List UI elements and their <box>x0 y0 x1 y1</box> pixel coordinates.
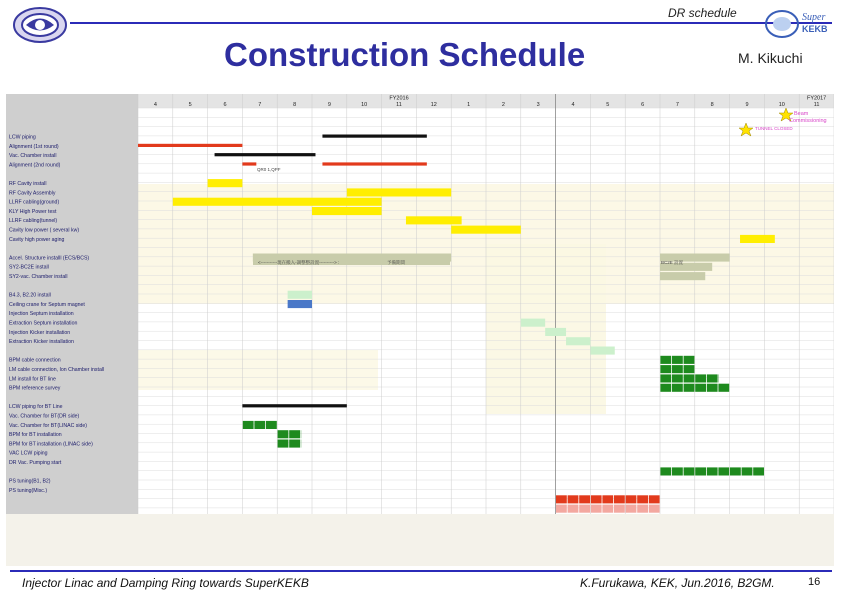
slide-header-tag: DR schedule <box>668 6 737 20</box>
task-label: Alignment (1st round) <box>9 143 59 150</box>
task-label: Vac. Chamber for BT(LINAC side) <box>9 422 88 429</box>
schedule-block-bar <box>545 328 566 336</box>
schedule-cell <box>672 467 683 475</box>
qr-note: QR0 1,QPF <box>257 167 281 172</box>
schedule-cell <box>602 505 613 513</box>
schedule-block-bar <box>288 300 312 308</box>
month-label: 3 <box>536 102 540 108</box>
schedule-cell <box>684 356 695 364</box>
schedule-banner-b: 予備期間 <box>387 260 405 265</box>
schedule-cell <box>660 356 671 364</box>
schedule-cell <box>660 467 671 475</box>
page-number: 16 <box>808 576 821 588</box>
schedule-cell <box>672 384 683 392</box>
task-label: LM install for BT line <box>9 376 56 383</box>
schedule-cell <box>753 467 764 475</box>
task-label: LM cable connection, Ion Chamber install <box>9 367 105 373</box>
task-label: RF Cavity Assembly <box>9 190 56 197</box>
schedule-banner-a: <-----------現在搬入-調整整設置----------> : <box>258 260 340 265</box>
schedule-cell <box>626 505 637 513</box>
schedule-cell <box>707 374 718 382</box>
schedule-block-bar <box>173 198 382 206</box>
schedule-banner-c: BC2E 設置 <box>661 260 684 265</box>
schedule-block-bar <box>451 226 521 234</box>
schedule-cell <box>579 505 590 513</box>
schedule-block-bar <box>521 319 545 327</box>
schedule-cell <box>266 421 277 429</box>
schedule-line-bar <box>215 153 316 156</box>
schedule-cell <box>707 384 718 392</box>
task-label: LLRF cabling(tunnel) <box>9 218 58 225</box>
month-label: 12 <box>430 102 437 108</box>
grid-lines <box>138 94 834 514</box>
superkekb-logo-line1: Super <box>802 12 826 23</box>
task-label: PS tuning(Misc.) <box>9 487 48 494</box>
month-label: 8 <box>710 102 714 108</box>
task-label: Injection Kicker installation <box>9 329 71 336</box>
schedule-cell <box>591 495 602 503</box>
schedule-cell <box>614 505 625 513</box>
schedule-cell <box>289 430 300 438</box>
superkekb-logo <box>762 8 828 42</box>
month-label: 11 <box>813 102 820 108</box>
schedule-cell <box>243 421 254 429</box>
task-label: RF Cavity install <box>9 181 47 187</box>
schedule-block-bar <box>347 188 451 196</box>
task-label: Cavity low power ( several kw) <box>9 227 80 234</box>
fiscal-year-label: FY2017 <box>806 95 827 102</box>
month-label: 7 <box>258 102 262 108</box>
month-label: 8 <box>293 102 297 108</box>
tunnel-closed-label: TUNNEL CLOSED <box>755 126 793 131</box>
footer-rule <box>10 570 832 572</box>
schedule-cell <box>684 374 695 382</box>
month-label: 10 <box>361 102 368 108</box>
schedule-line-bar <box>242 162 256 165</box>
schedule-cell <box>718 384 729 392</box>
task-label: Vac. Chamber install <box>9 153 57 160</box>
month-label: 6 <box>641 102 645 108</box>
month-label: 4 <box>153 102 157 108</box>
schedule-cell <box>637 505 648 513</box>
schedule-cell <box>579 495 590 503</box>
schedule-cell <box>602 495 613 503</box>
schedule-cell <box>684 467 695 475</box>
task-label: BPM for BT installation <box>9 432 62 439</box>
kek-logo <box>12 6 68 44</box>
schedule-block-bar <box>660 272 705 280</box>
task-label: LCW piping <box>9 134 36 141</box>
month-label: 1 <box>467 102 471 108</box>
month-label: 2 <box>501 102 505 108</box>
month-label: 11 <box>396 102 402 108</box>
schedule-cell <box>591 505 602 513</box>
task-label: PS tuning(B1, B2) <box>9 478 51 485</box>
task-label: DR Vac. Pumping start <box>9 460 62 466</box>
schedule-cell <box>649 505 660 513</box>
schedule-block-bar <box>406 216 462 224</box>
schedule-cell <box>568 505 579 513</box>
task-label: BPM for BT installation (LINAC side) <box>9 441 93 448</box>
header-rule <box>70 22 832 24</box>
schedule-cell <box>626 495 637 503</box>
schedule-line-bar <box>138 144 242 147</box>
schedule-cell <box>695 467 706 475</box>
task-label: SY2-BC2E install <box>9 264 49 271</box>
task-label: Accel. Structure installl (ECS/BCS) <box>9 255 90 262</box>
schedule-line-bar <box>242 404 346 407</box>
schedule-block-bar <box>208 179 243 187</box>
schedule-cell <box>637 495 648 503</box>
task-label: LCW piping for BT Line <box>9 404 63 411</box>
task-label: Alignment (2nd round) <box>9 162 61 169</box>
task-label: BPM cable connection <box>9 357 61 364</box>
schedule-cell <box>660 384 671 392</box>
month-label: 4 <box>571 102 575 108</box>
schedule-cell <box>556 505 567 513</box>
month-label: 6 <box>223 102 227 108</box>
schedule-line-bar <box>322 162 426 165</box>
schedule-cell <box>695 374 706 382</box>
schedule-cell <box>556 495 567 503</box>
schedule-line-bar <box>322 135 426 138</box>
page-title: Construction Schedule <box>224 36 586 73</box>
schedule-cell <box>278 440 289 448</box>
task-label: Cavity high power aging <box>9 236 65 243</box>
schedule-cell <box>672 356 683 364</box>
schedule-cell <box>707 467 718 475</box>
schedule-block-bar <box>740 235 775 243</box>
schedule-cell <box>649 495 660 503</box>
month-label: 9 <box>745 102 749 108</box>
beam-commissioning-line1: Beam <box>794 111 809 117</box>
schedule-cell <box>278 430 289 438</box>
task-label: LLRF cabling(ground) <box>9 199 60 206</box>
task-label: KLY High Power test <box>9 208 57 215</box>
schedule-cell <box>568 495 579 503</box>
task-label: Injection Septum installation <box>9 311 74 318</box>
schedule-cell <box>718 467 729 475</box>
month-label: 10 <box>778 102 785 108</box>
schedule-cell <box>684 384 695 392</box>
author-name: M. Kikuchi <box>738 50 803 66</box>
construction-gantt-chart <box>6 94 834 566</box>
schedule-block-bar <box>288 291 312 299</box>
task-label: SY2-vac. Chamber install <box>9 274 68 280</box>
footer-left-text: Injector Linac and Damping Ring towards SuperKEKB <box>22 576 309 590</box>
schedule-cell <box>672 365 683 373</box>
schedule-block-bar <box>566 337 590 345</box>
beam-commissioning-line2: Commissioning <box>789 118 827 124</box>
superkekb-logo-line2: KEKB <box>802 24 828 34</box>
month-label: 5 <box>188 102 192 108</box>
task-label: Extraction Kicker installation <box>9 339 74 346</box>
task-label: B4.3, B2.20 install <box>9 292 51 299</box>
fiscal-year-label: FY2016 <box>389 95 409 102</box>
schedule-cell <box>695 384 706 392</box>
schedule-cell <box>289 440 300 448</box>
task-label: Vac. Chamber for BT(DR side) <box>9 413 80 420</box>
task-label: Extraction Septum installation <box>9 320 78 327</box>
task-label: BPM reference survey <box>9 385 61 392</box>
month-label: 5 <box>606 102 610 108</box>
month-label: 9 <box>327 102 331 108</box>
schedule-cell <box>684 365 695 373</box>
footer-right-text: K.Furukawa, KEK, Jun.2016, B2GM. <box>580 576 775 590</box>
schedule-cell <box>614 495 625 503</box>
schedule-cell <box>742 467 753 475</box>
month-label: 7 <box>675 102 679 108</box>
schedule-block-bar <box>312 207 382 215</box>
task-label: VAC LCW piping <box>9 450 48 457</box>
schedule-cell <box>254 421 265 429</box>
zone-pale-3 <box>138 350 378 390</box>
task-label: Ceiling crane for Septum magnet <box>9 301 85 308</box>
schedule-cell <box>660 365 671 373</box>
schedule-block-bar <box>590 347 614 355</box>
schedule-cell <box>730 467 741 475</box>
schedule-cell <box>660 374 671 382</box>
schedule-cell <box>672 374 683 382</box>
